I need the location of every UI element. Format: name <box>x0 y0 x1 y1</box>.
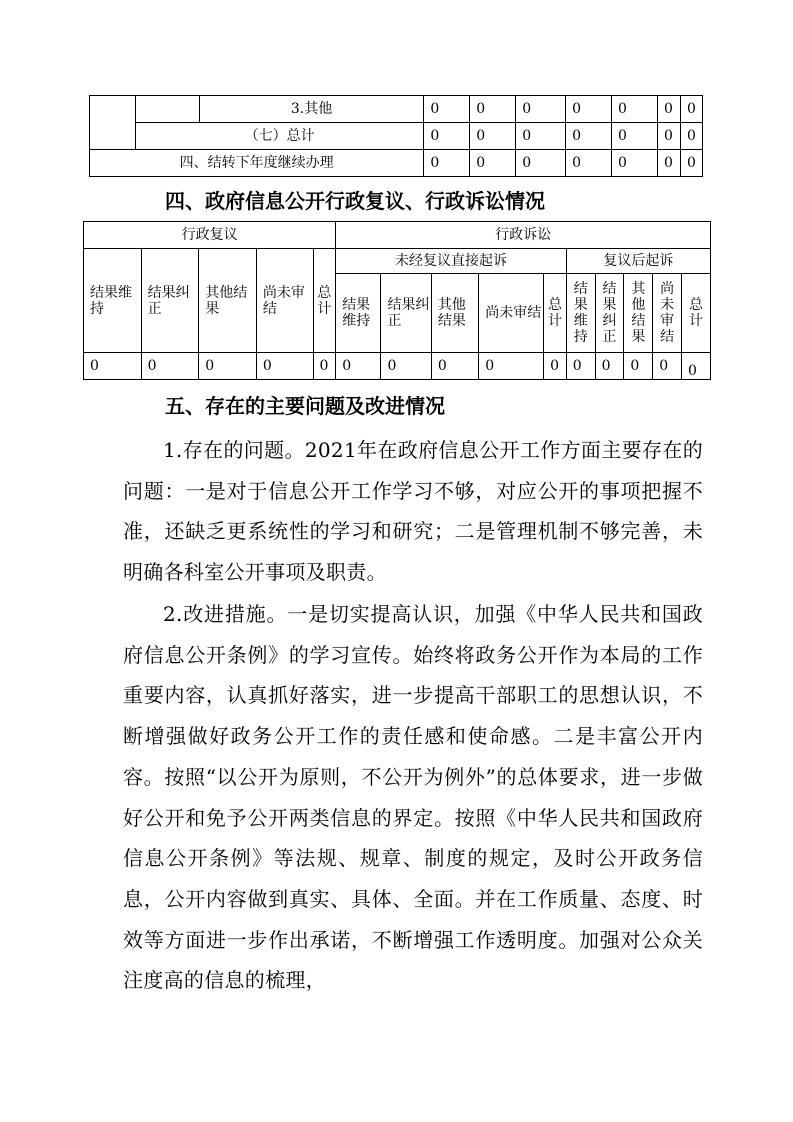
cell-value: 0 <box>680 96 702 123</box>
review-litigation-table <box>83 221 711 380</box>
cell-value: 0 <box>199 353 257 380</box>
cell-value: 0 <box>566 150 612 177</box>
cell-value: 0 <box>256 353 313 380</box>
cell-value: 0 <box>612 96 658 123</box>
cell-value: 0 <box>516 150 566 177</box>
column-header: 其他结果 <box>431 274 478 353</box>
admin-review-header: 行政复议 <box>84 222 336 249</box>
cell-value: 0 <box>544 353 567 380</box>
cell-value: 0 <box>566 96 612 123</box>
cell-value: 0 <box>657 96 680 123</box>
column-header-text: 尚未审结 <box>660 281 675 345</box>
cell-value: 0 <box>653 353 682 380</box>
column-header: 结果纠正 <box>381 274 431 353</box>
column-header <box>566 274 595 353</box>
cell-value: 0 <box>612 123 658 150</box>
cell-value: 0 <box>141 353 199 380</box>
cell-value: 0 <box>680 150 702 177</box>
cell-value: 0 <box>516 123 566 150</box>
statistics-table-continued <box>89 95 703 177</box>
column-header <box>313 249 336 353</box>
cell-value: 0 <box>381 353 431 380</box>
litigation-header: 行政诉讼 <box>336 222 711 249</box>
paragraph-improvements: 2.改进措施。一是切实提高认识，加强《中华人民共和国政府信息公开条例》的学习宣传。始终将政务公开作为本局的工作重要内容，认真抓好落实，进一步提高干部职工的思想认识，不断增强做好政务公开工作的责任感和使命感。二是丰富公开内容。按照“以公开为原则，不公开为例外”的总体要求，进一步做好公开和免予公开两类信息的界定。按照《中华人民共和国政府信息公开条例》等法规、规章、制度的规定，及时公开政务信息，公开内容做到真实、具体、全面。并在工作质量、态度、时效等方面进一步作出承诺，不断增强工作透明度。加强对公众关注度高的信息的梳理， <box>123 602 703 993</box>
merged-cell <box>135 96 199 123</box>
row-label: 3.其他 <box>199 96 424 123</box>
column-header <box>544 274 567 353</box>
column-header-text: 总计 <box>317 284 332 317</box>
paragraph-problems: 1.存在的问题。2021年在政府信息公开工作方面主要存在的问题：一是对于信息公开工作学习不够，对应公开的事项把握不准，还缺乏更系统性的学习和研究；二是管理机制不够完善，未明确各科室公开事项及职责。 <box>123 438 703 585</box>
column-header: 尚未审结 <box>256 249 313 353</box>
cell-value: 0 <box>424 96 470 123</box>
column-header <box>595 274 624 353</box>
cell-value: 0 <box>566 123 612 150</box>
cell-value: 0 <box>657 150 680 177</box>
cell-value: 0 <box>595 353 624 380</box>
column-header: 尚未审结 <box>479 274 544 353</box>
row-label: 四、结转下年度继续办理 <box>90 150 424 177</box>
column-header-text: 总计 <box>689 297 704 329</box>
cell-value: 0 <box>682 353 711 380</box>
cell-value: 0 <box>612 150 658 177</box>
cell-value: 0 <box>470 96 516 123</box>
after-review-header: 复议后起诉 <box>566 249 710 274</box>
column-header-text: 其他结果 <box>631 281 646 345</box>
table-row <box>90 150 703 177</box>
section-heading: 四、政府信息公开行政复议、行政诉讼情况 <box>165 189 545 213</box>
cell-value: 0 <box>479 353 544 380</box>
section-heading: 五、存在的主要问题及改进情况 <box>165 394 445 418</box>
column-header: 结果维持 <box>84 249 142 353</box>
cell-value: 0 <box>516 96 566 123</box>
column-header <box>682 274 711 353</box>
cell-value: 0 <box>566 353 595 380</box>
column-header <box>624 274 653 353</box>
table-row <box>84 249 711 274</box>
column-header: 结果纠正 <box>141 249 199 353</box>
cell-value: 0 <box>657 123 680 150</box>
table-row <box>84 222 711 249</box>
column-header-text: 总计 <box>547 297 562 329</box>
cell-value: 0 <box>470 123 516 150</box>
column-header <box>653 274 682 353</box>
cell-value: 0 <box>424 150 470 177</box>
cell-value: 0 <box>470 150 516 177</box>
column-header: 结果维持 <box>336 274 381 353</box>
row-label: （七）总计 <box>135 123 423 150</box>
cell-value: 0 <box>424 123 470 150</box>
cell-value: 0 <box>431 353 478 380</box>
merged-cell <box>90 96 136 150</box>
table-row <box>90 96 703 123</box>
cell-value: 0 <box>313 353 336 380</box>
direct-suit-header: 未经复议直接起诉 <box>336 249 567 274</box>
cell-value: 0 <box>624 353 653 380</box>
column-header-text: 结果纠正 <box>602 281 617 345</box>
column-header-text: 结果维持 <box>573 281 588 345</box>
cell-value: 0 <box>680 123 702 150</box>
cell-value: 0 <box>336 353 381 380</box>
column-header: 其他结果 <box>199 249 257 353</box>
table-row <box>90 123 703 150</box>
table-row <box>84 353 711 380</box>
cell-value: 0 <box>84 353 142 380</box>
